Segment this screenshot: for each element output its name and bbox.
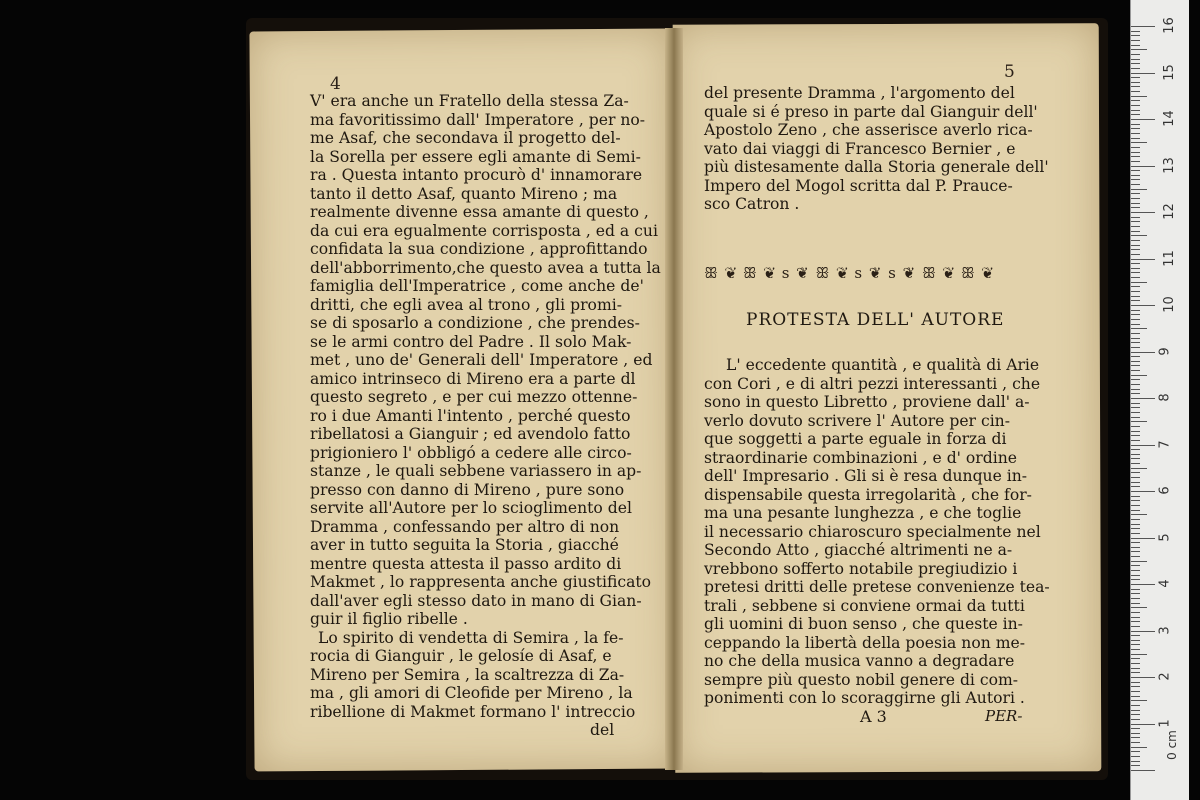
right-page-body-line: sono in questo Libretto , proviene dall' a- <box>704 393 1030 411</box>
ruler-tick <box>1131 91 1140 92</box>
ruler-unit-label: 0 cm <box>1164 730 1179 760</box>
left-page-text-line: famiglia dell'Imperatrice , come anche de' <box>310 277 644 295</box>
right-page-top-line: sco Catron . <box>704 195 800 213</box>
left-page-text-line: questo segreto , e per cui mezzo ottenne- <box>310 388 638 406</box>
left-page-text-line: mentre questa attesta il passo ardito di <box>310 554 622 573</box>
ruler-tick <box>1131 175 1140 176</box>
ruler-tick <box>1131 296 1140 297</box>
ruler-tick <box>1131 138 1140 139</box>
right-page-body-line: verlo dovuto scrivere l' Autore per cin- <box>704 411 1010 430</box>
ruler-tick <box>1131 584 1155 585</box>
ruler-tick <box>1131 556 1140 557</box>
ruler-tick <box>1131 617 1140 618</box>
ruler-tick <box>1131 538 1155 539</box>
ruler-tick <box>1131 742 1140 743</box>
right-page-top-line: Impero del Mogol scritta dal P. Prauce- <box>704 176 1013 195</box>
ruler-tick <box>1131 649 1140 650</box>
ruler-tick <box>1131 170 1140 171</box>
ruler-number: 5 <box>1157 532 1173 542</box>
ruler-tick <box>1131 510 1140 511</box>
ruler-tick <box>1131 412 1140 413</box>
ruler-tick <box>1131 663 1140 664</box>
ruler-tick <box>1131 319 1140 320</box>
ruler-tick <box>1131 26 1155 27</box>
right-page-top-line: vato dai viaggi di Francesco Bernier , e <box>704 139 1016 158</box>
ruler-tick <box>1131 105 1140 106</box>
right-page-top-line: più distesamente dalla Storia generale dell' <box>704 158 1049 176</box>
ruler-tick <box>1131 342 1140 343</box>
section-heading: PROTESTA DELL' AUTORE <box>746 310 1005 330</box>
ruler-tick <box>1131 254 1140 255</box>
right-page-body-line: sempre più questo nobil genere di com- <box>704 670 1019 689</box>
ruler-tick <box>1131 347 1140 348</box>
ruler-tick <box>1131 338 1140 339</box>
ruler-tick <box>1131 756 1140 757</box>
ruler-tick <box>1131 268 1140 269</box>
ruler-number: 8 <box>1157 393 1173 402</box>
ruler-tick <box>1131 547 1140 548</box>
ruler-tick <box>1131 533 1140 534</box>
right-page-body-line: vrebbono sofferto notabile pregiudizio i <box>704 559 1018 578</box>
ruler-tick <box>1131 249 1140 250</box>
left-page-text-line: amico intrinseco di Mireno era a parte dl <box>310 369 636 388</box>
left-page-text-line: servite all'Autore per lo scioglimento del <box>310 499 632 517</box>
ruler-tick <box>1131 45 1140 46</box>
ruler-tick <box>1131 514 1147 515</box>
ruler-tick <box>1131 389 1140 390</box>
ruler-tick <box>1131 640 1140 641</box>
ruler-tick <box>1131 589 1140 590</box>
ruler-tick <box>1131 305 1155 306</box>
ruler-tick <box>1131 314 1140 315</box>
ruler-tick <box>1131 654 1147 655</box>
ruler-tick <box>1131 440 1140 441</box>
ruler-tick <box>1131 421 1147 422</box>
left-page-text-line: dritti, che egli avea al trono , gli promi- <box>310 295 622 314</box>
ruler-tick <box>1131 124 1140 125</box>
ruler-tick <box>1131 73 1155 74</box>
ruler-tick <box>1131 86 1140 87</box>
ruler-tick <box>1131 696 1140 697</box>
ruler-tick <box>1131 724 1155 725</box>
ruler-tick <box>1131 417 1140 418</box>
ruler-tick <box>1131 356 1140 357</box>
ruler-tick <box>1131 496 1140 497</box>
ruler-tick <box>1131 551 1140 552</box>
left-page-text-line: tanto il detto Asaf, quanto Mireno ; ma <box>310 184 618 203</box>
ruler-tick <box>1131 719 1140 720</box>
ruler-tick <box>1131 463 1140 464</box>
ruler-tick <box>1131 561 1147 562</box>
left-page-text-line: da cui era egualmente corrisposta , ed a cui <box>310 221 658 240</box>
ruler-tick <box>1131 393 1140 394</box>
ruler-tick <box>1131 35 1140 36</box>
ruler-tick <box>1131 96 1147 97</box>
ruler-tick <box>1131 626 1140 627</box>
ruler-tick <box>1131 612 1140 613</box>
right-page-body-line: que soggetti a parte eguale in forza di <box>704 430 1007 448</box>
ruler-tick <box>1131 54 1140 55</box>
right-page-body-line: no che della musica vanno a degradare <box>704 652 1015 670</box>
ruler-tick <box>1131 286 1140 287</box>
ruler-tick <box>1131 31 1140 32</box>
ruler-tick <box>1131 59 1140 60</box>
ruler-tick <box>1131 193 1140 194</box>
left-page-text-line: Lo spirito di vendetta di Semira , la fe- <box>318 628 624 647</box>
ruler-tick <box>1131 668 1140 669</box>
ruler-tick <box>1131 161 1140 162</box>
ruler-tick <box>1131 245 1140 246</box>
ruler-tick <box>1131 575 1140 576</box>
ruler-tick <box>1131 705 1140 706</box>
right-page-top-line: del presente Dramma , l'argomento del <box>704 84 1015 102</box>
ruler-tick <box>1131 226 1140 227</box>
ruler-number: 1 <box>1157 718 1173 728</box>
signature-mark: A 3 <box>860 707 887 726</box>
left-page-text-line: aver in tutto seguita la Storia , giacché <box>310 536 619 554</box>
ruler-tick <box>1131 398 1155 399</box>
left-page-text-line: se le armi contro del Padre . Il solo Mak- <box>310 332 632 351</box>
ruler-tick <box>1131 142 1147 143</box>
left-page-text-line: Dramma , confessando per altro di non <box>310 517 620 536</box>
right-page-body-line: trali , sebbene si conviene ormai da tutti <box>704 596 1025 615</box>
ruler-tick <box>1131 184 1140 185</box>
ruler-tick <box>1131 747 1147 748</box>
ruler-tick <box>1131 486 1140 487</box>
ruler-tick <box>1131 203 1140 204</box>
ruler-tick <box>1131 272 1140 273</box>
ruler-tick <box>1131 770 1155 771</box>
ruler-tick <box>1131 375 1147 376</box>
ruler-tick <box>1131 77 1140 78</box>
ruler-tick <box>1131 682 1140 683</box>
ruler-tick <box>1131 505 1140 506</box>
measurement-ruler <box>1130 0 1189 800</box>
ruler-number: 7 <box>1157 439 1173 449</box>
ruler-tick <box>1131 403 1140 404</box>
ruler-tick <box>1131 384 1140 385</box>
ruler-tick <box>1131 714 1140 715</box>
left-page-text-line: confidata la sua condizione , approfittando <box>310 240 648 258</box>
ruler-tick <box>1131 365 1140 366</box>
ruler-tick <box>1131 426 1140 427</box>
ruler-tick <box>1131 733 1140 734</box>
left-page-text-line: realmente divenne essa amante di questo , <box>310 203 649 221</box>
left-page-text-line: V' era anche un Fratello della stessa Za- <box>310 92 629 110</box>
ruler-tick <box>1131 110 1140 111</box>
ruler-tick <box>1131 133 1140 134</box>
ruler-tick <box>1131 166 1155 167</box>
left-page-text-line: stanze , le quali sebbene variassero in ap- <box>310 462 642 480</box>
ruler-tick <box>1131 691 1140 692</box>
ruler-tick <box>1131 579 1140 580</box>
left-page-text-line: rocia di Gianguir , le gelosíe di Asaf, e <box>310 647 612 665</box>
ruler-tick <box>1131 449 1140 450</box>
ruler-tick <box>1131 500 1140 501</box>
ruler-tick <box>1131 542 1140 543</box>
ruler-tick <box>1131 100 1140 101</box>
right-page-body-line: con Cori , e di altri pezzi interessanti , che <box>704 374 1041 393</box>
decorative-ornament-band: ꕥ ❦ ꕥ ❦ s ❦ ꕥ ❦ s ❦ s ❦ ꕥ ❦ ꕥ ❦ <box>704 264 994 282</box>
right-page-body-line: straordinarie combinazioni , e d' ordine <box>704 448 1018 467</box>
ruler-tick <box>1131 361 1140 362</box>
ruler-tick <box>1131 128 1140 129</box>
left-page-text-line: prigioniero l' obbligó a cedere alle circo- <box>310 443 632 462</box>
ruler-tick <box>1131 737 1140 738</box>
ruler-tick <box>1131 370 1140 371</box>
left-page-text <box>310 92 661 740</box>
ruler-tick <box>1131 631 1155 632</box>
ruler-tick <box>1131 212 1155 213</box>
ruler-number: 6 <box>1157 486 1173 495</box>
ruler-tick <box>1131 593 1140 594</box>
ruler-tick <box>1131 82 1140 83</box>
ruler-tick <box>1131 751 1140 752</box>
ruler-tick <box>1131 156 1140 157</box>
book-gutter <box>665 28 683 770</box>
right-page-top-line: Apostolo Zeno , che asserisce averlo rica- <box>704 121 1033 139</box>
left-page-text-line: ribellione di Makmet formano l' intreccio <box>310 702 636 721</box>
right-page-body-line: L' eccedente quantità , e qualità di Arie <box>726 356 1040 374</box>
ruler-tick <box>1131 519 1140 520</box>
ruler-tick <box>1131 147 1140 148</box>
ruler-tick <box>1131 189 1147 190</box>
right-page-body-line: dell' Impresario . Gli si è resa dunque in- <box>704 467 1028 485</box>
ruler-tick <box>1131 352 1155 353</box>
ruler-tick <box>1131 672 1140 673</box>
ruler-tick <box>1131 565 1140 566</box>
ruler-number: 11 <box>1161 249 1177 267</box>
ruler-tick <box>1131 379 1140 380</box>
right-page-number: 5 <box>1004 62 1015 82</box>
ruler-tick <box>1131 263 1140 264</box>
right-page-body-line: pretesi dritti delle pretese convenienze tea- <box>704 578 1050 596</box>
left-page-text-line: la Sorella per essere egli amante di Semi- <box>310 147 641 166</box>
ruler-tick <box>1131 259 1155 260</box>
ruler-tick <box>1131 114 1140 115</box>
left-page-text-line: dall'aver egli stesso dato in mano di Gian- <box>310 591 642 610</box>
ruler-tick <box>1131 468 1147 469</box>
ruler-tick <box>1131 482 1140 483</box>
ruler-tick <box>1131 621 1140 622</box>
catchword: PER- <box>985 707 1023 725</box>
right-page-body-line: gli uomini di buon senso , che queste in- <box>704 615 1023 633</box>
ruler-tick <box>1131 458 1140 459</box>
left-page-text-line: ribellatosi a Gianguir ; ed avendolo fatto <box>310 425 631 443</box>
left-page-text-line: me Asaf, che secondava il progetto del- <box>310 129 621 147</box>
ruler-tick <box>1131 407 1140 408</box>
ruler-tick <box>1131 310 1140 311</box>
right-page-body-line: dispensabile questa irregolarità , che for- <box>704 485 1032 504</box>
right-page-body-line: Secondo Atto , giacché altrimenti ne a- <box>704 541 1013 559</box>
ruler-tick <box>1131 491 1155 492</box>
left-page-text-line: guir il figlio ribelle . <box>310 610 468 628</box>
ruler-tick <box>1131 277 1140 278</box>
ruler-tick <box>1131 431 1140 432</box>
ruler-tick <box>1131 677 1155 678</box>
ruler-tick <box>1131 700 1147 701</box>
left-page-text-line: Makmet , lo rappresenta anche giustificato <box>310 573 652 591</box>
ruler-tick <box>1131 598 1140 599</box>
ruler-number: 10 <box>1161 296 1177 313</box>
ruler-number: 9 <box>1157 346 1173 356</box>
ruler-tick <box>1131 607 1147 608</box>
ruler-number: 3 <box>1157 625 1173 635</box>
ruler-tick <box>1131 686 1140 687</box>
right-page-top-text <box>704 84 1049 214</box>
ruler-tick <box>1131 119 1155 120</box>
ruler-tick <box>1131 221 1140 222</box>
left-page-text-line: ma , gli amori di Cleofide per Mireno , la <box>310 684 633 702</box>
ruler-tick <box>1131 63 1140 64</box>
left-page-text-line: Mireno per Semira , la scaltrezza di Za- <box>310 665 625 684</box>
ruler-tick <box>1131 454 1140 455</box>
left-page-text-line: presso con danno di Mireno , pure sono <box>310 480 625 499</box>
ruler-tick <box>1131 40 1140 41</box>
ruler-tick <box>1131 477 1140 478</box>
ruler-tick <box>1131 231 1140 232</box>
ruler-tick <box>1131 658 1140 659</box>
ruler-tick <box>1131 328 1147 329</box>
ruler-tick <box>1131 179 1140 180</box>
ruler-tick <box>1131 333 1140 334</box>
ruler-tick <box>1131 300 1140 301</box>
ruler-tick <box>1131 710 1140 711</box>
ruler-tick <box>1131 603 1140 604</box>
left-page-text-line: ma favoritissimo dall' Imperatore , per no- <box>310 110 646 129</box>
right-page-top-line: quale si é preso in parte dal Gianguir dell' <box>704 102 1038 121</box>
left-page-number: 4 <box>330 74 341 94</box>
ruler-number: 13 <box>1161 156 1177 174</box>
ruler-number: 12 <box>1161 203 1177 220</box>
ruler-tick <box>1131 644 1140 645</box>
ruler-tick <box>1131 435 1140 436</box>
right-page-body-line: ceppando la libertà della poesia non me- <box>704 633 1025 652</box>
left-page-text-line: met , uno de' Generali dell' Imperatore , ed <box>310 351 653 369</box>
left-page-text-line: ro i due Amanti l'intento , perché questo <box>310 406 631 425</box>
right-page-body-text <box>704 356 1050 708</box>
ruler-tick <box>1131 282 1147 283</box>
right-page-body-line: ma una pesante lunghezza , e che toglie <box>704 504 1022 522</box>
ruler-tick <box>1131 68 1140 69</box>
left-page-text-line: ra . Questa intanto procurò d' innamorare <box>310 166 643 184</box>
left-page-text-line: del <box>590 721 615 739</box>
ruler-tick <box>1131 524 1140 525</box>
ruler-number: 15 <box>1161 63 1177 81</box>
ruler-tick <box>1131 528 1140 529</box>
ruler-number: 14 <box>1161 110 1177 127</box>
ruler-tick <box>1131 217 1140 218</box>
right-page-body-line: il necessario chiaroscuro specialmente nel <box>704 522 1041 541</box>
ruler-tick <box>1131 291 1140 292</box>
ruler-tick <box>1131 761 1140 762</box>
left-page-text-line: se di sposarlo a condizione , che prendes- <box>310 314 640 332</box>
ruler-tick <box>1131 152 1140 153</box>
ruler-number: 2 <box>1157 672 1173 681</box>
ruler-tick <box>1131 445 1155 446</box>
ruler-tick <box>1131 207 1140 208</box>
ruler-tick <box>1131 472 1140 473</box>
ruler-number: 4 <box>1157 579 1173 588</box>
ruler-tick <box>1131 198 1140 199</box>
ruler-tick <box>1131 570 1140 571</box>
ruler-number: 16 <box>1161 17 1177 34</box>
right-page-body-line: ponimenti con lo scoraggirne gli Autori . <box>704 689 1025 707</box>
ruler-tick <box>1131 49 1147 50</box>
ruler-tick <box>1131 324 1140 325</box>
ruler-tick <box>1131 765 1140 766</box>
ruler-tick <box>1131 235 1147 236</box>
ruler-tick <box>1131 240 1140 241</box>
ruler-tick <box>1131 728 1140 729</box>
left-page-text-line: dell'abborrimento,che questo avea a tutta la <box>310 258 661 277</box>
ruler-tick <box>1131 635 1140 636</box>
